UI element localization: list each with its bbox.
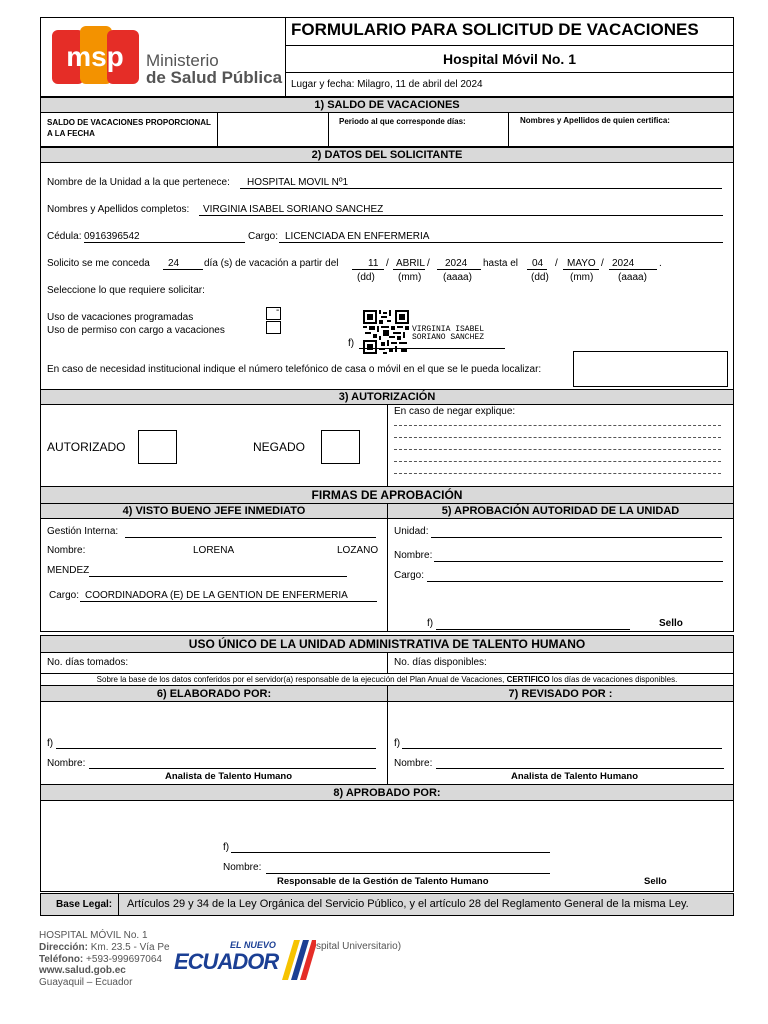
certifico-note-bold: CERTIFICO	[506, 675, 550, 684]
section-6-title: 6) ELABORADO POR:	[40, 685, 388, 702]
option-vacaciones-label: Uso de vacaciones programadas	[47, 312, 194, 323]
explique-line-1[interactable]	[394, 425, 721, 426]
cedula-value[interactable]: 0916396542	[84, 231, 140, 242]
periodo-label: Periodo al que corresponde días:	[339, 117, 466, 126]
revisado-nombre-field[interactable]	[436, 768, 724, 769]
base-legal-text: Artículos 29 y 34 de la Ley Orgánica del Servicio Público, y el artículo 28 del Reglamento General de la misma Ley.	[127, 898, 689, 910]
section-8-title: 8) APROBADO POR:	[40, 784, 734, 801]
elaborado-nombre-field[interactable]	[89, 768, 376, 769]
explique-label: En caso de negar explique:	[394, 406, 516, 417]
telefono-label: En caso de necesidad institucional indique el número telefónico de casa o móvil en el que se le pueda localizar:	[47, 364, 542, 375]
ecuador-logo-top-text: EL NUEVO	[230, 940, 276, 950]
telefono-field[interactable]	[573, 351, 728, 387]
mm-label-1: (mm)	[398, 272, 422, 283]
jefe-nombre-word3[interactable]: MENDEZ	[47, 565, 90, 576]
aprobado-f-label: f)	[223, 842, 230, 853]
autoridad-nombre-field[interactable]	[434, 561, 723, 562]
slash-1: /	[386, 258, 389, 269]
autoridad-unidad-label: Unidad:	[394, 526, 429, 537]
autorizado-label: AUTORIZADO	[47, 440, 126, 454]
from-day[interactable]: 11	[368, 258, 379, 269]
dias-disponibles-label: No. días disponibles:	[394, 657, 487, 668]
section-1-title: 1) SALDO DE VACACIONES	[40, 97, 734, 113]
aprobado-signature-field[interactable]	[231, 852, 550, 853]
dias-text: día (s) de vacación a partir del	[204, 258, 339, 269]
explique-line-2[interactable]	[394, 437, 721, 438]
elaborado-f-label: f)	[47, 738, 54, 749]
slash-2: /	[427, 258, 430, 269]
ministry-name-line2: de Salud Pública	[146, 68, 283, 87]
saldo-value-field[interactable]	[218, 113, 327, 146]
certifico-note-pre: Sobre la base de los datos conferidos por el servidor(a) responsable de la ejecución del Plan Anual de Vacaciones,	[96, 675, 505, 684]
footer-hospital-tail: spital Universitario)	[316, 941, 402, 952]
elaborado-nombre-label: Nombre:	[47, 758, 86, 769]
to-month[interactable]: MAYO	[567, 258, 596, 269]
gestion-label: Gestión Interna:	[47, 526, 119, 537]
certifico-note-post: los días de vacaciones disponibles.	[551, 675, 678, 684]
firmas-title: FIRMAS DE APROBACIÓN	[40, 486, 734, 504]
aprobado-responsable-label: Responsable de la Gestión de Talento Humano	[277, 876, 489, 887]
signature-name-line2: SORIANO SANCHEZ	[412, 333, 485, 342]
autoridad-f-label: f)	[427, 618, 434, 629]
negado-label: NEGADO	[253, 440, 306, 454]
hasta-text: hasta el	[483, 258, 519, 269]
cedula-label: Cédula:	[47, 231, 82, 242]
aprobado-sello-label: Sello	[644, 876, 667, 887]
footer-telefono	[39, 954, 162, 965]
slash-3: /	[555, 258, 558, 269]
explique-line-3[interactable]	[394, 449, 721, 450]
signature-f-label: f)	[348, 338, 355, 349]
autoridad-cargo-field[interactable]	[427, 581, 723, 582]
ecuador-flag-stripes-icon	[272, 938, 316, 982]
section-7-title: 7) REVISADO POR :	[387, 685, 734, 702]
jefe-cargo-value[interactable]: COORDINADORA (E) DE LA GENTION DE ENFERMERIA	[85, 590, 348, 601]
seleccione-label: Seleccione lo que requiere solicitar:	[47, 285, 205, 296]
aprobado-nombre-field[interactable]	[266, 873, 550, 874]
unidad-label: Nombre de la Unidad a la que pertenece:	[47, 177, 230, 188]
dd-label-1: (dd)	[357, 272, 375, 283]
jefe-nombre-word1[interactable]: LORENA	[193, 545, 235, 556]
aaaa-label-2: (aaaa)	[618, 272, 647, 283]
th-title: USO ÚNICO DE LA UNIDAD ADMINISTRATIVA DE TALENTO HUMANO	[40, 635, 734, 653]
dias-value[interactable]: 24	[168, 258, 180, 269]
autoridad-nombre-label: Nombre:	[394, 550, 433, 561]
ministry-name-line1: Ministerio	[146, 51, 219, 70]
base-legal-label: Base Legal:	[56, 899, 113, 910]
jefe-nombre-label: Nombre:	[47, 545, 86, 556]
footer-telefono-label: Teléfono:	[39, 954, 84, 965]
option-vacaciones-mark: -	[276, 305, 280, 316]
autoridad-cargo-label: Cargo:	[394, 570, 425, 581]
elaborado-analista-label: Analista de Talento Humano	[165, 771, 293, 782]
autoridad-unidad-field[interactable]	[431, 537, 722, 538]
footer-telefono-value: +593-999697064	[86, 954, 162, 965]
dias-tomados-label: No. días tomados:	[47, 657, 129, 668]
period: .	[659, 258, 662, 269]
footer-direccion-label: Dirección:	[39, 942, 88, 953]
cargo-value[interactable]: LICENCIADA EN ENFERMERIA	[285, 231, 430, 242]
section-2-title: 2) DATOS DEL SOLICITANTE	[40, 147, 734, 163]
jefe-nombre-word2[interactable]: LOZANO	[337, 545, 379, 556]
certifica-label: Nombres y Apellidos de quien certifica:	[520, 116, 670, 125]
cargo-label: Cargo:	[248, 231, 279, 242]
nombres-value[interactable]: VIRGINIA ISABEL SORIANO SANCHEZ	[203, 204, 384, 215]
section-4-title: 4) VISTO BUENO JEFE INMEDIATO	[40, 503, 388, 519]
form-title: FORMULARIO PARA SOLICITUD DE VACACIONES	[291, 20, 699, 39]
option-permiso-checkbox[interactable]	[266, 321, 281, 334]
solicito-text: Solicito se me conceda	[47, 258, 150, 269]
footer-web[interactable]: www.salud.gob.ec	[39, 965, 126, 976]
elaborado-signature-field[interactable]	[56, 748, 376, 749]
dd-label-2: (dd)	[531, 272, 549, 283]
revisado-signature-field[interactable]	[402, 748, 722, 749]
msp-logo	[52, 26, 139, 88]
from-year[interactable]: 2024	[445, 258, 468, 269]
revisado-nombre-label: Nombre:	[394, 758, 433, 769]
explique-line-4[interactable]	[394, 461, 721, 462]
negado-checkbox[interactable]	[321, 430, 360, 464]
autoridad-signature-field[interactable]	[436, 629, 630, 630]
nombres-label: Nombres y Apellidos completos:	[47, 204, 190, 215]
unidad-value[interactable]: HOSPITAL MOVIL Nº1	[247, 177, 349, 188]
section-3-title: 3) AUTORIZACIÓN	[40, 389, 734, 405]
signature-name-line1: VIRGINIA ISABEL	[412, 325, 485, 334]
explique-line-5[interactable]	[394, 473, 721, 474]
to-year[interactable]: 2024	[612, 258, 635, 269]
footer-city: Guayaquil – Ecuador	[39, 977, 133, 988]
mm-label-2: (mm)	[570, 272, 594, 283]
autorizado-checkbox[interactable]	[138, 430, 177, 464]
aprobado-nombre-label: Nombre:	[223, 862, 262, 873]
footer-hospital: HOSPITAL MÓVIL No. 1	[39, 930, 148, 941]
jefe-cargo-label: Cargo:	[49, 590, 80, 601]
from-month[interactable]: ABRIL	[396, 258, 425, 269]
gestion-field[interactable]	[125, 537, 376, 538]
ecuador-logo-main-text: ECUADOR	[174, 949, 279, 974]
msp-logo-text: msp	[66, 41, 124, 72]
footer-direccion-value: Km. 23.5 - Vía Pe	[90, 942, 170, 953]
autoridad-sello-label: Sello	[659, 618, 683, 629]
slash-4: /	[601, 258, 604, 269]
form-subtitle: Hospital Móvil No. 1	[442, 51, 576, 67]
section-5-title: 5) APROBACIÓN AUTORIDAD DE LA UNIDAD	[387, 503, 734, 519]
ecuador-logo	[172, 938, 316, 982]
footer-direccion	[39, 942, 170, 953]
revisado-f-label: f)	[394, 738, 401, 749]
to-day[interactable]: 04	[532, 258, 544, 269]
msp-logo-icon	[52, 26, 139, 88]
revisado-analista-label: Analista de Talento Humano	[511, 771, 639, 782]
place-date: Lugar y fecha: Milagro, 11 de abril del 2024	[291, 79, 483, 90]
aaaa-label-1: (aaaa)	[443, 272, 472, 283]
option-permiso-label: Uso de permiso con cargo a vacaciones	[47, 325, 225, 336]
saldo-label: SALDO DE VACACIONES PROPORCIONAL A LA FECHA	[47, 118, 211, 138]
